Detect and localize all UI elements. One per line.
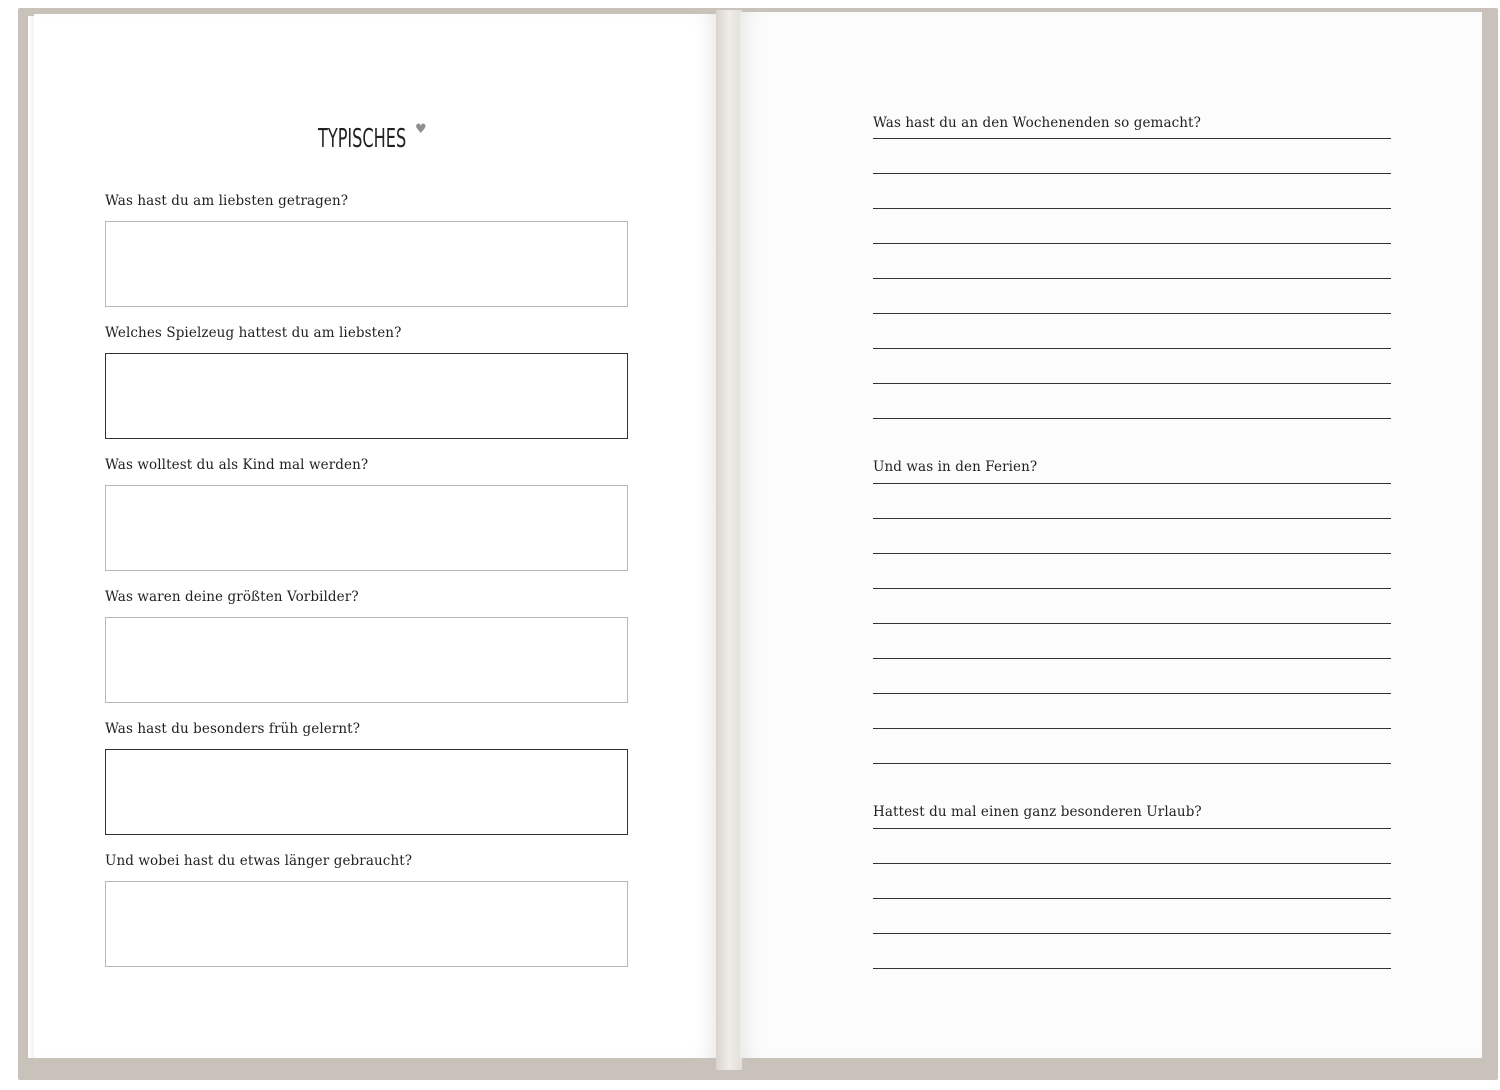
question-label: Und was in den Ferien? [873,459,1038,475]
answer-line[interactable] [873,728,1391,729]
question-label: Was waren deine größten Vorbilder? [105,589,359,605]
answer-line[interactable] [873,968,1391,969]
answer-box[interactable] [105,221,628,307]
answer-line[interactable] [873,623,1391,624]
heart-icon: ♥ [415,122,427,137]
question-label: Und wobei hast du etwas länger gebraucht? [105,853,413,869]
answer-line[interactable] [873,658,1391,659]
question-label: Was hast du an den Wochenenden so gemacht? [873,115,1201,131]
question-label: Was hast du besonders früh gelernt? [105,721,361,737]
answer-line[interactable] [873,483,1391,484]
answer-line[interactable] [873,243,1391,244]
answer-line[interactable] [873,208,1391,209]
question-label: Welches Spielzeug hattest du am liebsten? [105,325,402,341]
answer-box[interactable] [105,485,628,571]
answer-line[interactable] [873,313,1391,314]
answer-box[interactable] [105,617,628,703]
answer-box[interactable] [105,749,628,835]
answer-line[interactable] [873,518,1391,519]
answer-box[interactable] [105,353,628,439]
answer-line[interactable] [873,763,1391,764]
answer-line[interactable] [873,693,1391,694]
answer-line[interactable] [873,828,1391,829]
answer-line[interactable] [873,553,1391,554]
answer-line[interactable] [873,588,1391,589]
answer-line[interactable] [873,933,1391,934]
page-title: TYPISCHES [318,124,407,154]
answer-line[interactable] [873,173,1391,174]
answer-box[interactable] [105,881,628,967]
question-label: Was hast du am liebsten getragen? [105,193,349,209]
question-label: Was wolltest du als Kind mal werden? [105,457,369,473]
answer-line[interactable] [873,348,1391,349]
question-label: Hattest du mal einen ganz besonderen Urlaub? [873,804,1202,820]
answer-line[interactable] [873,898,1391,899]
answer-line[interactable] [873,418,1391,419]
answer-line[interactable] [873,278,1391,279]
answer-line[interactable] [873,138,1391,139]
answer-line[interactable] [873,383,1391,384]
answer-line[interactable] [873,863,1391,864]
book-gutter [716,10,742,1070]
right-page [740,12,1482,1058]
